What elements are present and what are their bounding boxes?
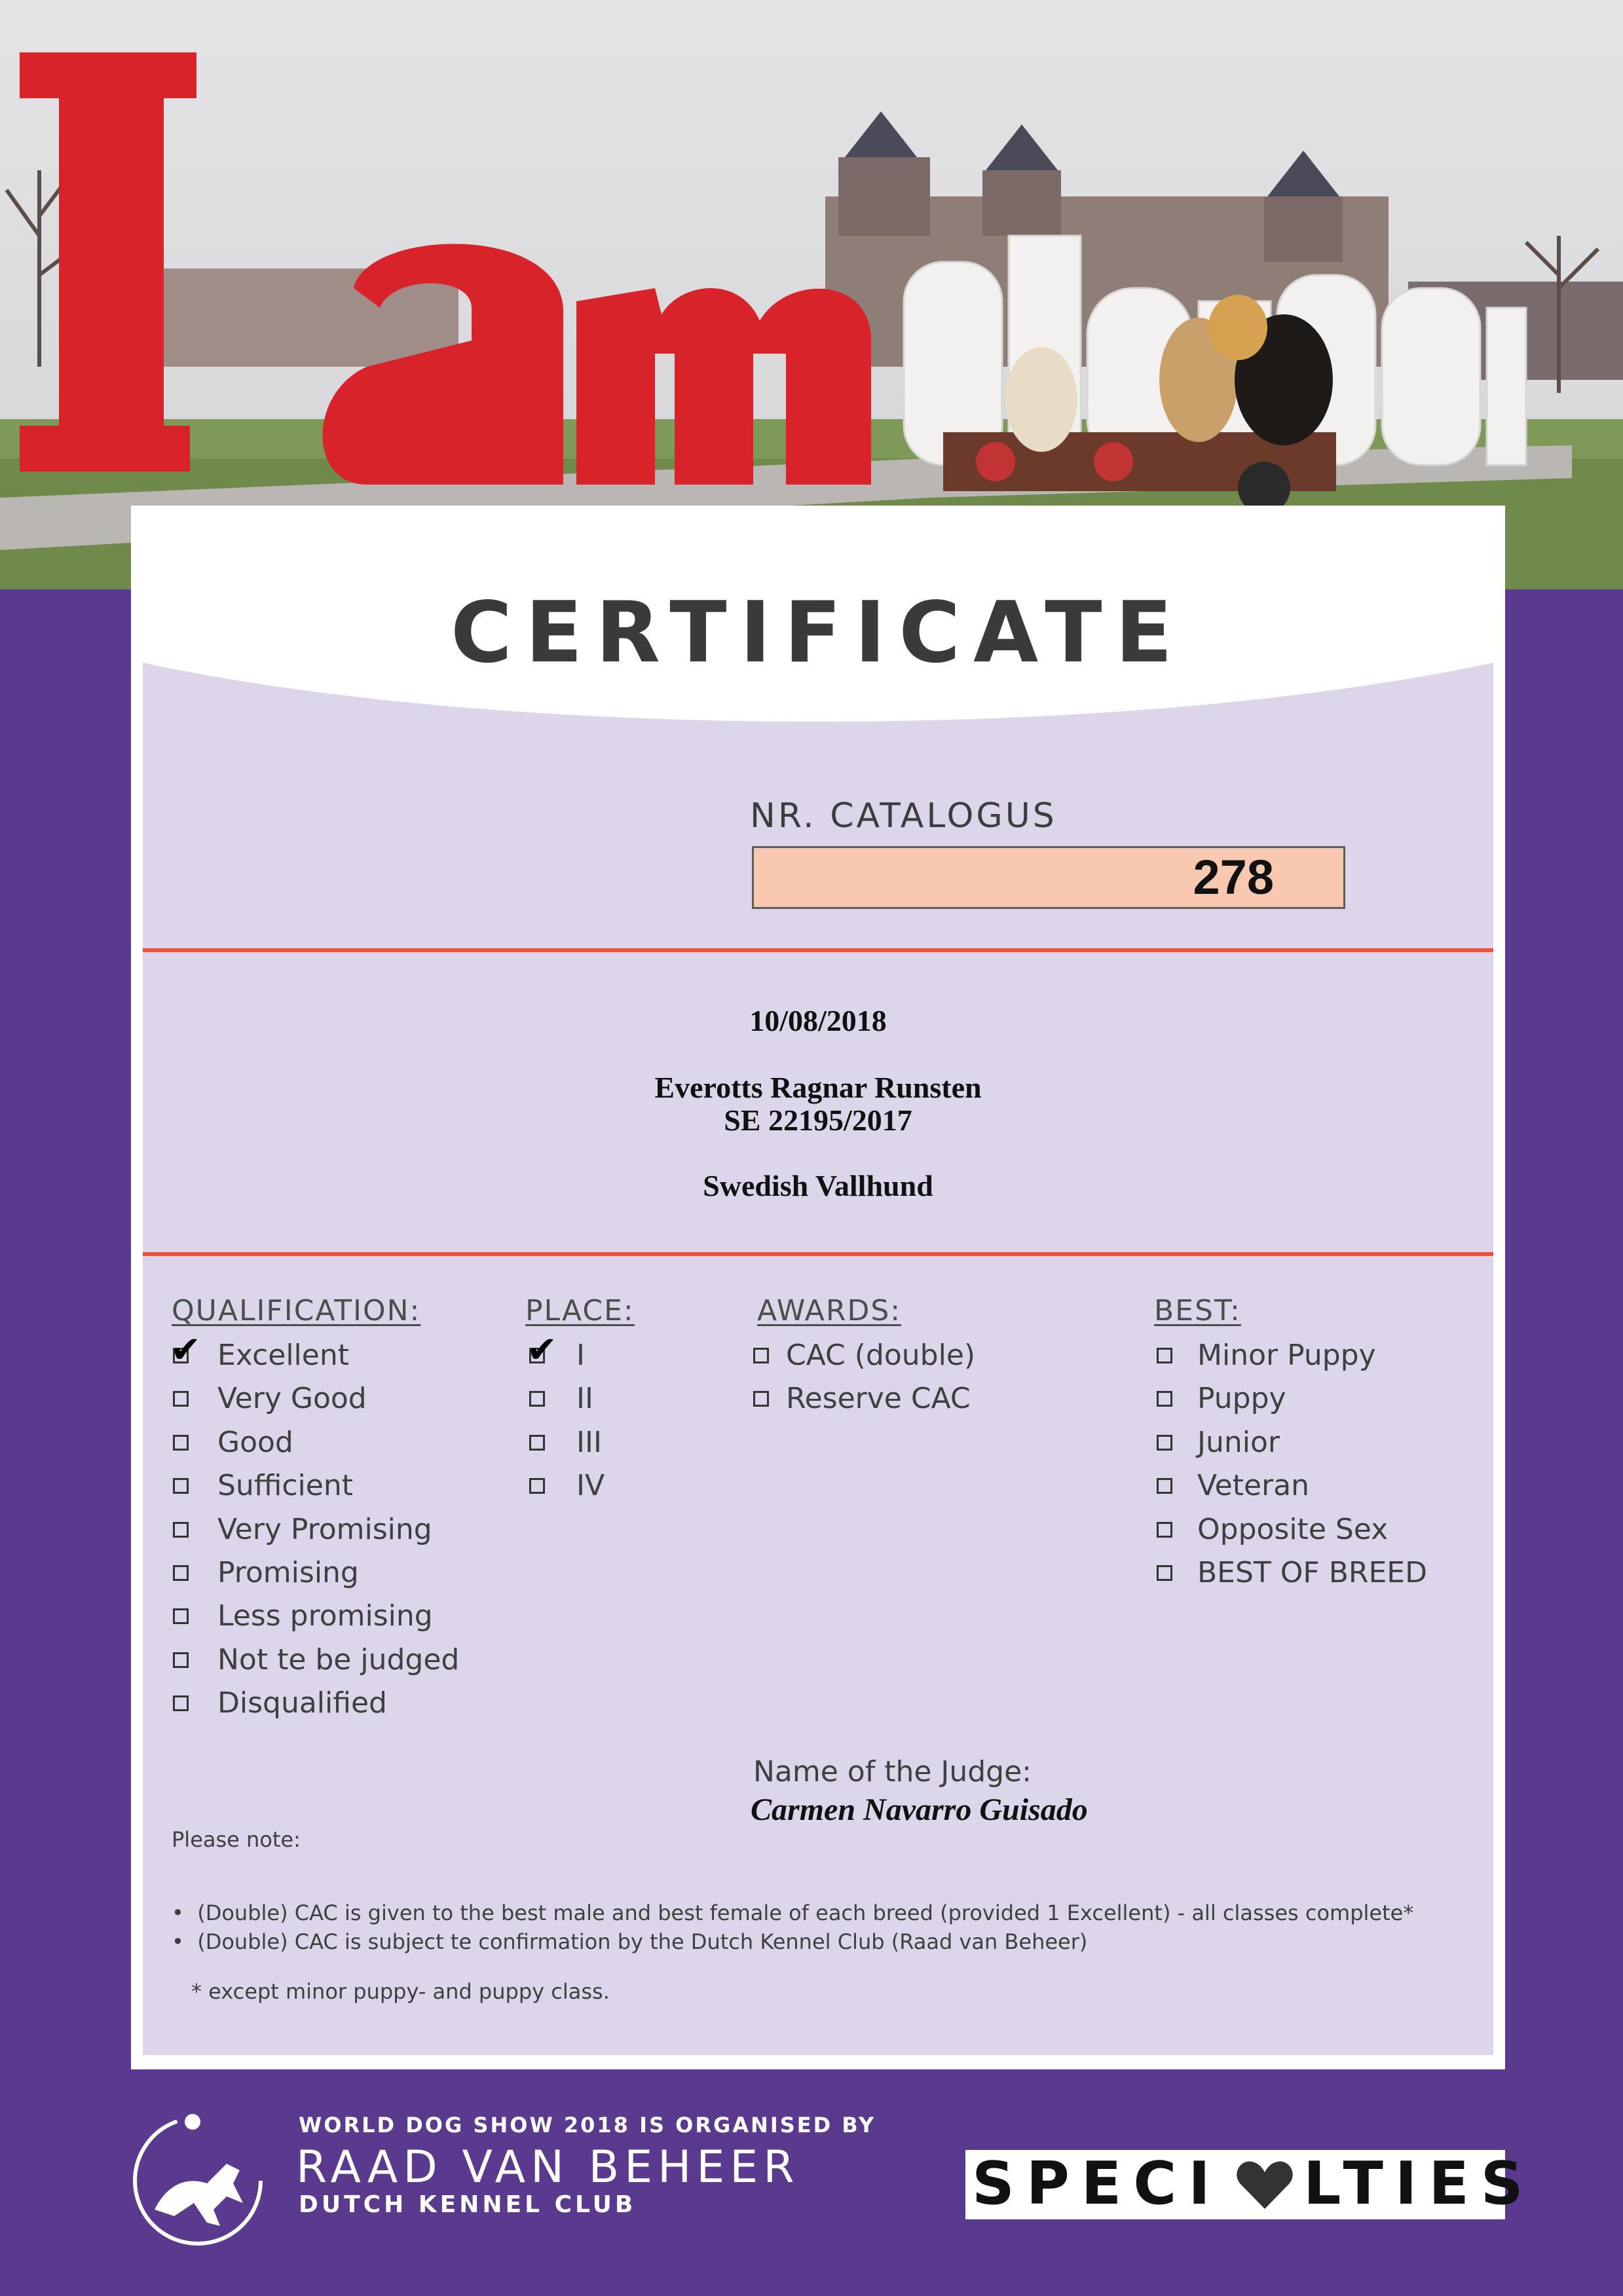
awards-heading: AWARDS: xyxy=(757,1294,902,1327)
catalogue-number-field[interactable]: 278 xyxy=(752,846,1345,909)
awards-option-checkbox[interactable] xyxy=(753,1391,769,1407)
specialties-logo xyxy=(965,2149,1535,2219)
qualification-option-label: Excellent xyxy=(217,1339,349,1372)
place-option-label: IV xyxy=(576,1469,605,1503)
best-heading: BEST: xyxy=(1154,1294,1241,1327)
awards-option-checkbox[interactable] xyxy=(753,1348,769,1363)
divider-bottom xyxy=(143,1252,1493,1256)
place-option-checkbox[interactable] xyxy=(529,1478,545,1494)
judge-name: Carmen Navarro Guisado xyxy=(751,1792,1088,1827)
best-option-checkbox[interactable] xyxy=(1157,1522,1172,1538)
qualification-option-label: Very Good xyxy=(217,1382,367,1416)
best-option-label: Minor Puppy xyxy=(1197,1339,1376,1372)
dog-name: Everotts Ragnar Runsten xyxy=(654,1071,982,1104)
judge-label: Name of the Judge: xyxy=(753,1755,1032,1788)
place-heading: PLACE: xyxy=(525,1294,635,1327)
qualification-option-checkbox[interactable] xyxy=(173,1391,189,1407)
checkmark-icon: ✔ xyxy=(527,1329,557,1371)
qualification-option-checkbox[interactable] xyxy=(173,1652,189,1668)
notes-footnote: * except minor puppy- and puppy class. xyxy=(191,1979,610,2004)
awards-option-label: CAC (double) xyxy=(786,1339,976,1372)
qualification-option-label: Disqualified xyxy=(217,1686,387,1720)
qualification-option-label: Not te be judged xyxy=(217,1642,460,1676)
qualification-option-checkbox[interactable] xyxy=(173,1695,189,1711)
qualification-heading: QUALIFICATION: xyxy=(172,1294,421,1327)
qualification-option-checkbox[interactable] xyxy=(173,1608,189,1624)
best-option-checkbox[interactable] xyxy=(1157,1565,1172,1581)
org-name: RAAD VAN BEHEER xyxy=(296,2141,800,2193)
qualification-option-label: Promising xyxy=(217,1556,359,1589)
certificate-card xyxy=(131,506,1505,2069)
place-option-checkbox[interactable] xyxy=(529,1435,545,1451)
certificate-title: CERTIFICATE xyxy=(451,584,1185,682)
specialties-left: SPECI xyxy=(972,2149,1222,2218)
best-option-label: Opposite Sex xyxy=(1197,1512,1389,1546)
best-option-label: Puppy xyxy=(1197,1382,1286,1416)
qualification-option-label: Sufficient xyxy=(217,1469,353,1503)
heart-icon xyxy=(1235,2159,1294,2212)
show-date: 10/08/2018 xyxy=(749,1004,887,1037)
best-option-label: BEST OF BREED xyxy=(1197,1556,1427,1589)
note-item-1-text: (Double) CAC is given to the best male and best female of each breed (provided 1 Excellent) - all classes complete* xyxy=(197,1900,1414,1925)
awards-option-label: Reserve CAC xyxy=(786,1382,971,1416)
best-option-checkbox[interactable] xyxy=(1157,1391,1172,1407)
qualification-option-label: Good xyxy=(217,1425,293,1459)
org-subtitle: DUTCH KENNEL CLUB xyxy=(299,2191,637,2218)
kennel-club-logo-icon xyxy=(128,2111,267,2250)
qualification-option-checkbox[interactable] xyxy=(173,1478,189,1494)
best-option-checkbox[interactable] xyxy=(1157,1435,1172,1451)
best-option-checkbox[interactable] xyxy=(1157,1348,1172,1363)
place-option-label: III xyxy=(576,1425,602,1459)
best-option-label: Veteran xyxy=(1197,1469,1310,1503)
organised-by-text: WORLD DOG SHOW 2018 IS ORGANISED BY xyxy=(299,2113,876,2138)
note-item-1: • (Double) CAC is given to the best male and best female of each breed (provided 1 Excellent) - all classes complete* xyxy=(172,1900,1414,1925)
best-option-checkbox[interactable] xyxy=(1157,1478,1172,1494)
dog-registration: SE 22195/2017 xyxy=(724,1103,912,1137)
place-option-label: I xyxy=(576,1339,585,1372)
qualification-option-label: Less promising xyxy=(217,1599,433,1633)
checkmark-icon: ✔ xyxy=(170,1329,201,1371)
place-option-label: II xyxy=(576,1382,593,1416)
best-option-label: Junior xyxy=(1197,1425,1280,1459)
specialties-right: LTIES xyxy=(1303,2149,1535,2218)
divider-top xyxy=(143,948,1493,952)
catalogue-label: NR. CATALOGUS xyxy=(750,796,1057,836)
note-item-2: • (Double) CAC is subject te confirmation by the Dutch Kennel Club (Raad van Beheer) xyxy=(172,1929,1088,1954)
note-item-2-text: (Double) CAC is subject te confirmation by the Dutch Kennel Club (Raad van Beheer) xyxy=(197,1929,1088,1954)
notes-heading: Please note: xyxy=(172,1827,301,1852)
qualification-option-label: Very Promising xyxy=(217,1512,432,1546)
dog-breed: Swedish Vallhund xyxy=(703,1169,933,1202)
qualification-option-checkbox[interactable] xyxy=(173,1435,189,1451)
qualification-option-checkbox[interactable] xyxy=(173,1565,189,1581)
qualification-option-checkbox[interactable] xyxy=(173,1522,189,1538)
place-option-checkbox[interactable] xyxy=(529,1391,545,1407)
